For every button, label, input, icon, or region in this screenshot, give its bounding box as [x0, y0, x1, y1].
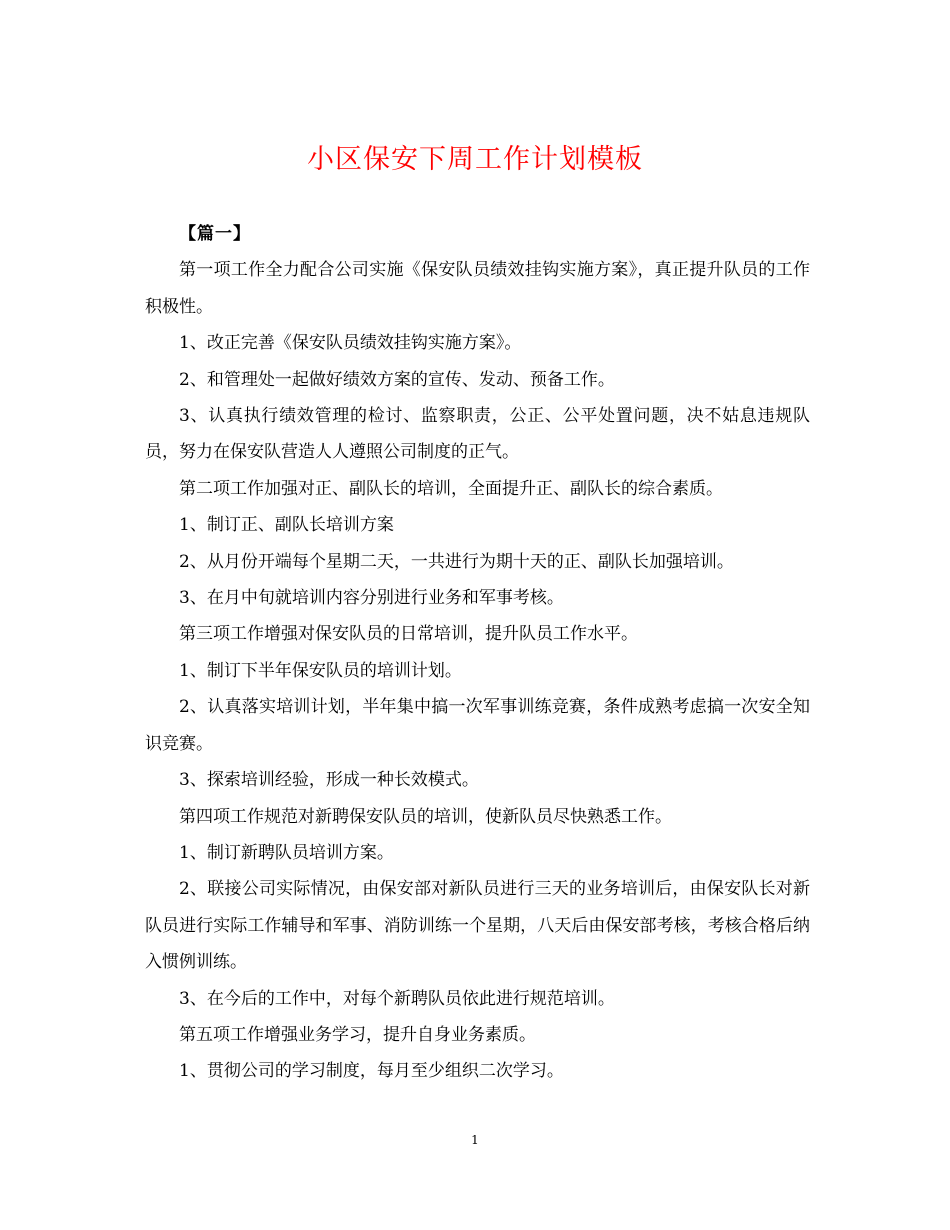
paragraph: 1、改正完善《保安队员绩效挂钩实施方案》。: [179, 333, 522, 354]
paragraph: 3、认真执行绩效管理的检讨、监察职责，公正、公平处置问题，决不姑息违规队员，努力在保安队营造人人遵照公司制度的正气。: [145, 406, 810, 463]
paragraph: 3、在今后的工作中，对每个新聘队员依此进行规范培训。: [179, 988, 615, 1009]
document-title: 小区保安下周工作计划模板: [307, 144, 643, 175]
paragraph: 2、从月份开端每个星期二天，一共进行为期十天的正、副队长加强培训。: [179, 551, 734, 572]
paragraph: 1、制订下半年保安队员的培训计划。: [179, 660, 462, 681]
paragraph: 第三项工作增强对保安队员的日常培训，提升队员工作水平。: [179, 624, 638, 645]
paragraph: 3、探索培训经验，形成一种长效模式。: [179, 770, 479, 791]
document-body: [145, 216, 810, 1090]
paragraph: 1、制订新聘队员培训方案。: [179, 842, 394, 863]
paragraph: 1、制订正、副队长培训方案: [179, 515, 394, 536]
paragraph: 2、联接公司实际情况，由保安部对新队员进行三天的业务培训后，由保安队长对新队员进行实际工作辅导和军事、消防训练一个星期，八天后由保安部考核，考核合格后纳入惯例训练。: [145, 879, 810, 973]
paragraph: 2、认真落实培训计划，半年集中搞一次军事训练竞赛，条件成熟考虑搞一次安全知识竞赛。: [145, 697, 810, 754]
page-number: 1: [471, 1133, 479, 1147]
paragraph: 3、在月中旬就培训内容分别进行业务和军事考核。: [179, 588, 564, 609]
paragraph: 1、贯彻公司的学习制度，每月至少组织二次学习。: [179, 1061, 564, 1082]
paragraph: 第五项工作增强业务学习，提升自身业务素质。: [179, 1024, 536, 1045]
paragraph: 第二项工作加强对正、副队长的培训，全面提升正、副队长的综合素质。: [179, 478, 723, 499]
paragraph: 2、和管理处一起做好绩效方案的宣传、发动、预备工作。: [179, 369, 615, 390]
paragraph: 第四项工作规范对新聘保安队员的培训，使新队员尽快熟悉工作。: [179, 806, 672, 827]
paragraph: 第一项工作全力配合公司实施《保安队员绩效挂钩实施方案》，真正提升队员的工作积极性。: [145, 260, 810, 317]
section-label: 【篇一】: [179, 224, 251, 244]
